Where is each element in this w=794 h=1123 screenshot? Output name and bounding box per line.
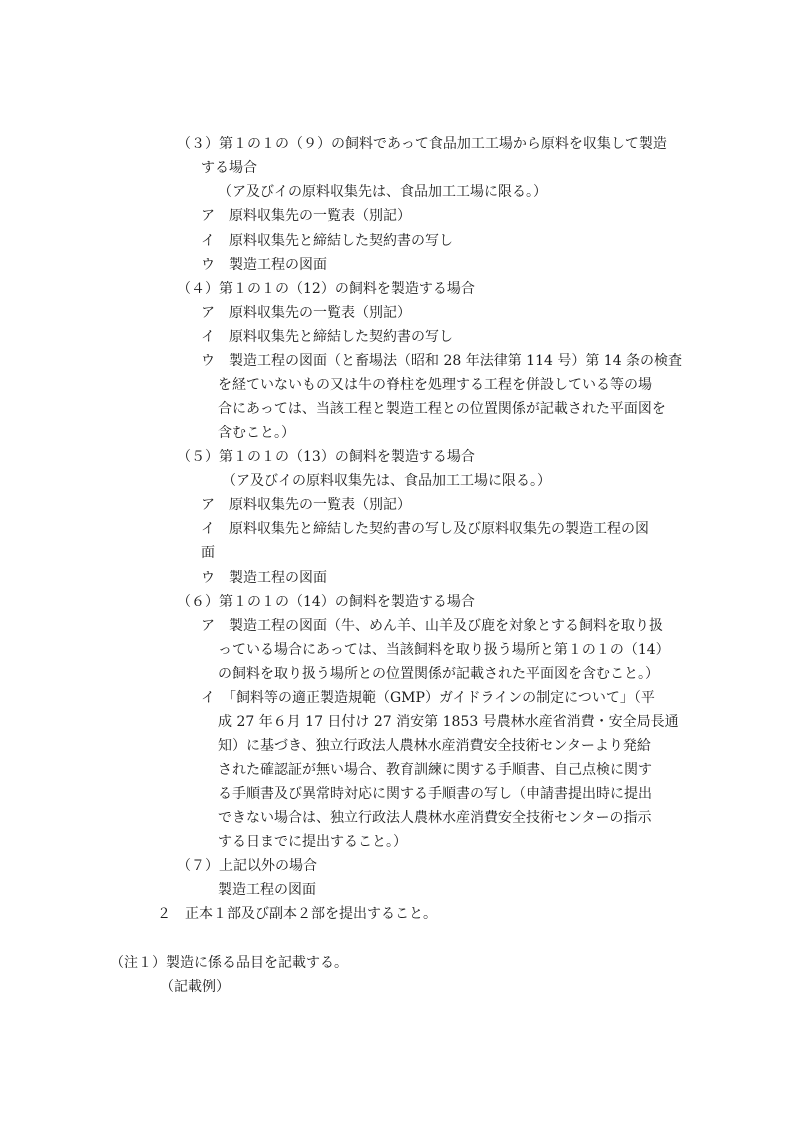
item-6-i-cont-6: する日までに提出すること。） [218,834,407,850]
item-5-note: （ア及びイの原料収集先は、食品加工工場に限る。） [222,473,551,489]
item-6-i-cont-3: された確認証が無い場合、教育訓練に関する手順書、自己点検に関す [218,762,652,778]
item-3-u: ウ 製造工程の図面 [201,257,327,273]
note-1: （注１）製造に係る品目を記載する。 [110,955,348,971]
item-4-u-cont-3: 含むこと。） [218,425,295,441]
item-5-i-cont: 面 [201,545,215,561]
item-6-a-cont-2: の飼料を取り扱う場所との位置関係が記載された平面図を含むこと。） [218,666,659,682]
item-5-heading: （５）第１の１の（13）の飼料を製造する場合 [177,449,475,465]
item-4-u-cont-2: 合にあっては、当該工程と製造工程との位置関係が記載された平面図を [218,401,666,417]
item-5-u: ウ 製造工程の図面 [201,570,327,586]
item-6-i-cont-1: 成 27 年６月 17 日付け 27 消安第 1853 号農林水産省消費・安全局長通 [218,714,679,730]
item-2: ２ 正本１部及び副本２部を提出すること。 [157,906,437,922]
item-3-note: （ア及びイの原料収集先は、食品加工工場に限る。） [218,184,547,200]
item-4-heading: （４）第１の１の（12）の飼料を製造する場合 [177,281,475,297]
item-6-heading: （６）第１の１の（14）の飼料を製造する場合 [177,594,475,610]
item-4-u: ウ 製造工程の図面（と畜場法（昭和 28 年法律第 114 号）第 14 条の検査 [201,353,683,369]
item-4-a: ア 原料収集先の一覧表（別記） [201,305,411,321]
item-3-a: ア 原料収集先の一覧表（別記） [201,208,411,224]
item-5-i: イ 原料収集先と締結した契約書の写し及び原料収集先の製造工程の図 [201,521,649,537]
item-3-i: イ 原料収集先と締結した契約書の写し [201,233,453,249]
item-6-a: ア 製造工程の図面（牛、めん羊、山羊及び鹿を対象とする飼料を取り扱 [201,618,663,634]
item-7-body: 製造工程の図面 [218,882,316,898]
item-6-i-cont-2: 知）に基づき、独立行政法人農林水産消費安全技術センターより発給 [218,738,651,754]
item-4-i: イ 原料収集先と締結した契約書の写し [201,329,453,345]
example-label: （記載例） [160,979,230,995]
item-4-u-cont-1: を経ていないもの又は牛の脊柱を処理する工程を併設している等の場 [218,377,652,393]
item-3-heading: （３）第１の１の（９）の飼料であって食品加工工場から原料を収集して製造 [177,136,667,152]
item-6-i: イ 「飼料等の適正製造規範（GMP）ガイドラインの制定について」（平 [201,690,655,706]
item-3-heading-cont: する場合 [201,160,257,176]
item-6-i-cont-5: できない場合は、独立行政法人農林水産消費安全技術センターの指示 [218,810,652,826]
item-5-a: ア 原料収集先の一覧表（別記） [201,497,411,513]
item-6-i-cont-4: る手順書及び異常時対応に関する手順書の写し（申請書提出時に提出 [218,786,652,802]
item-6-a-cont-1: っている場合にあっては、当該飼料を取り扱う場所と第１の１の（14） [218,642,670,658]
item-7-heading: （７）上記以外の場合 [177,858,317,874]
